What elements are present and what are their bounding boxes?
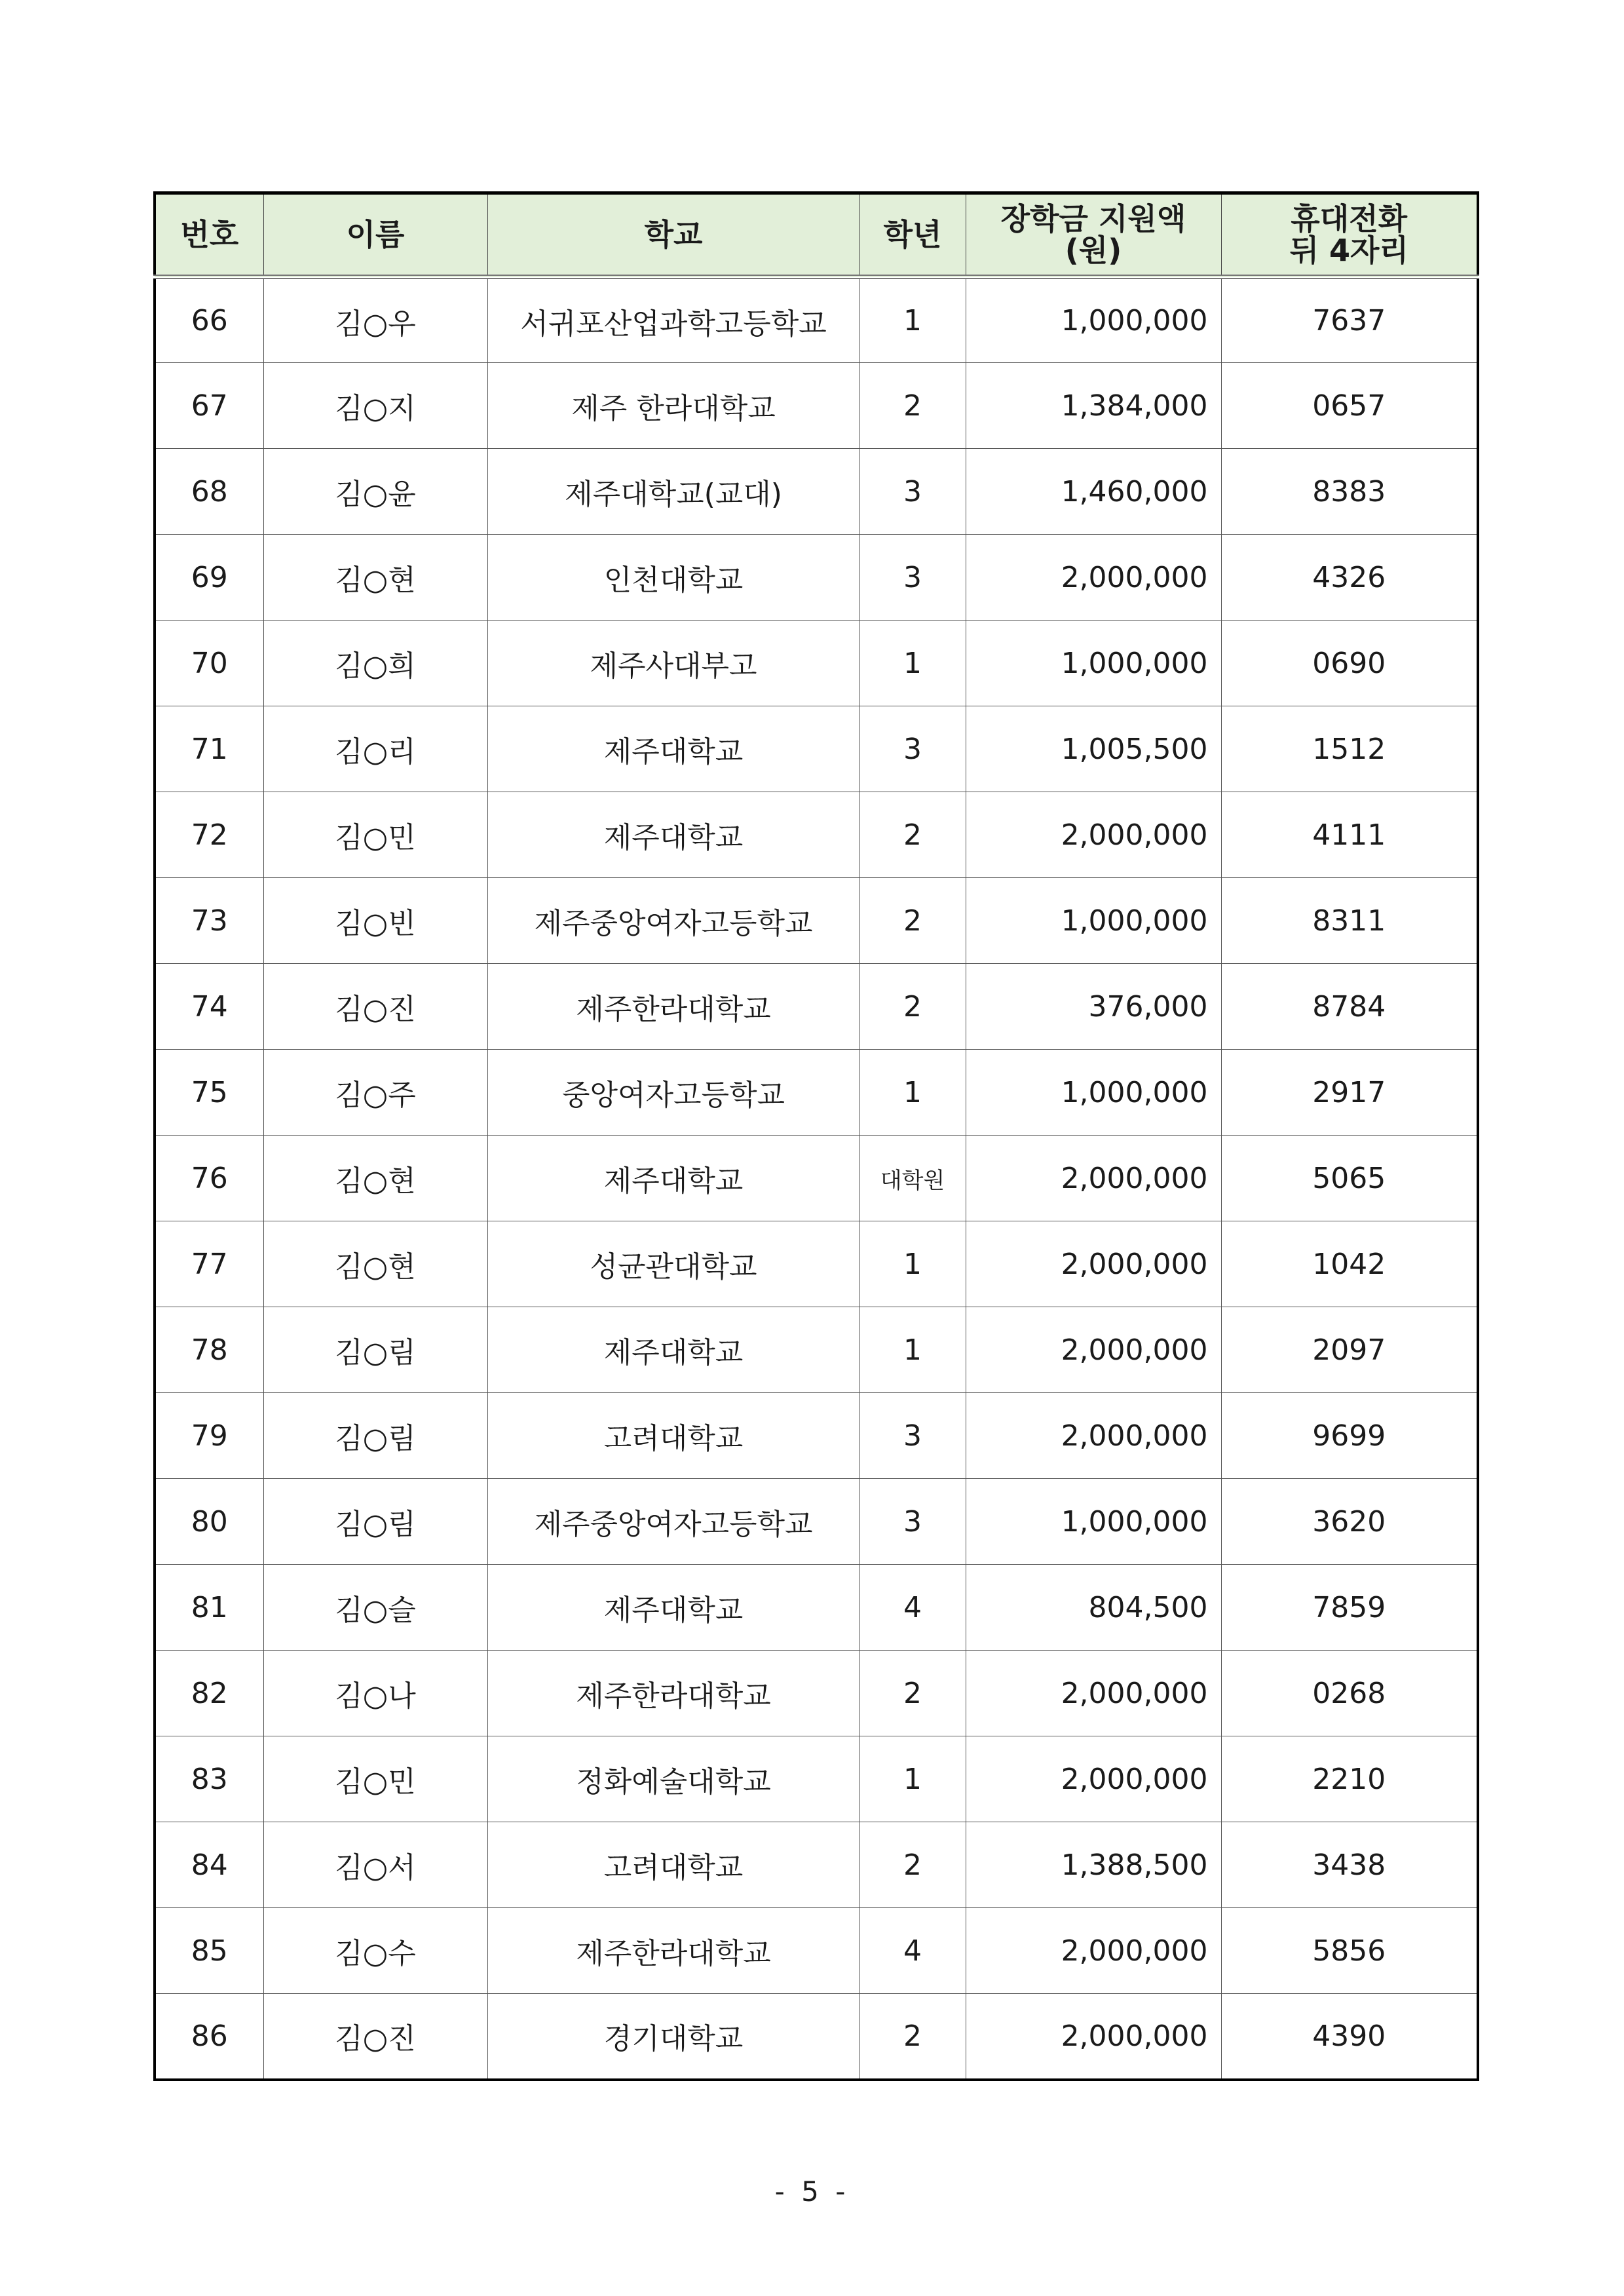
table-row xyxy=(155,1736,1478,1822)
table-row xyxy=(155,964,1478,1050)
cell-no: 86 xyxy=(155,1994,263,2080)
cell-name: 김○림 xyxy=(263,1307,487,1393)
cell-grade: 1 xyxy=(859,1736,966,1822)
cell-amount: 1,000,000 xyxy=(966,277,1221,363)
cell-school: 제주대학교 xyxy=(487,1136,859,1221)
cell-name: 김○민 xyxy=(263,792,487,878)
table-row xyxy=(155,1050,1478,1136)
cell-name: 김○지 xyxy=(263,363,487,449)
cell-grade: 2 xyxy=(859,1651,966,1736)
cell-no: 73 xyxy=(155,878,263,964)
cell-name: 김○서 xyxy=(263,1822,487,1908)
cell-phone: 7859 xyxy=(1221,1565,1478,1651)
cell-name: 김○림 xyxy=(263,1393,487,1479)
cell-grade: 1 xyxy=(859,1221,966,1307)
cell-no: 70 xyxy=(155,621,263,706)
cell-school: 인천대학교 xyxy=(487,535,859,621)
header-row xyxy=(155,193,1478,277)
cell-grade: 1 xyxy=(859,1050,966,1136)
cell-amount: 1,460,000 xyxy=(966,449,1221,535)
cell-phone: 4326 xyxy=(1221,535,1478,621)
cell-school: 제주대학교 xyxy=(487,1565,859,1651)
cell-school: 제주한라대학교 xyxy=(487,1908,859,1994)
cell-phone: 5065 xyxy=(1221,1136,1478,1221)
cell-phone: 3438 xyxy=(1221,1822,1478,1908)
table-row xyxy=(155,1221,1478,1307)
cell-amount: 1,000,000 xyxy=(966,1050,1221,1136)
cell-amount: 2,000,000 xyxy=(966,1908,1221,1994)
cell-no: 82 xyxy=(155,1651,263,1736)
cell-school: 제주대학교 xyxy=(487,792,859,878)
cell-phone: 8383 xyxy=(1221,449,1478,535)
cell-phone: 9699 xyxy=(1221,1393,1478,1479)
page-number: - 5 - xyxy=(774,2175,850,2208)
cell-phone: 7637 xyxy=(1221,277,1478,363)
cell-name: 김○슬 xyxy=(263,1565,487,1651)
table-row xyxy=(155,1393,1478,1479)
cell-amount: 1,388,500 xyxy=(966,1822,1221,1908)
cell-name: 김○수 xyxy=(263,1908,487,1994)
cell-amount: 2,000,000 xyxy=(966,1994,1221,2080)
table-row xyxy=(155,363,1478,449)
cell-school: 제주중앙여자고등학교 xyxy=(487,878,859,964)
cell-amount: 804,500 xyxy=(966,1565,1221,1651)
table-row xyxy=(155,706,1478,792)
cell-name: 김○나 xyxy=(263,1651,487,1736)
cell-phone: 5856 xyxy=(1221,1908,1478,1994)
scholarship-table-container xyxy=(153,191,1477,2081)
table-row xyxy=(155,1994,1478,2080)
cell-grade: 1 xyxy=(859,277,966,363)
cell-grade: 4 xyxy=(859,1908,966,1994)
cell-grade: 3 xyxy=(859,1479,966,1565)
header-phone-line1: 휴대전화 xyxy=(1291,201,1408,237)
cell-grade: 2 xyxy=(859,792,966,878)
cell-phone: 1512 xyxy=(1221,706,1478,792)
cell-no: 71 xyxy=(155,706,263,792)
cell-school: 제주사대부고 xyxy=(487,621,859,706)
cell-name: 김○빈 xyxy=(263,878,487,964)
cell-school: 제주중앙여자고등학교 xyxy=(487,1479,859,1565)
cell-grade: 3 xyxy=(859,1393,966,1479)
table-row xyxy=(155,1651,1478,1736)
cell-no: 84 xyxy=(155,1822,263,1908)
cell-amount: 2,000,000 xyxy=(966,1221,1221,1307)
table-body xyxy=(155,277,1478,2080)
cell-school: 경기대학교 xyxy=(487,1994,859,2080)
header-amount-line2: (원) xyxy=(1065,233,1122,268)
cell-no: 66 xyxy=(155,277,263,363)
cell-school: 중앙여자고등학교 xyxy=(487,1050,859,1136)
header-name: 이름 xyxy=(263,193,487,277)
cell-grade: 대학원 xyxy=(859,1136,966,1221)
cell-no: 72 xyxy=(155,792,263,878)
cell-amount: 1,000,000 xyxy=(966,1479,1221,1565)
cell-school: 제주대학교 xyxy=(487,706,859,792)
cell-school: 제주대학교 xyxy=(487,1307,859,1393)
cell-no: 80 xyxy=(155,1479,263,1565)
cell-name: 김○리 xyxy=(263,706,487,792)
cell-amount: 2,000,000 xyxy=(966,535,1221,621)
cell-no: 85 xyxy=(155,1908,263,1994)
cell-amount: 1,384,000 xyxy=(966,363,1221,449)
cell-no: 83 xyxy=(155,1736,263,1822)
cell-phone: 8784 xyxy=(1221,964,1478,1050)
table-row xyxy=(155,1565,1478,1651)
cell-name: 김○림 xyxy=(263,1479,487,1565)
cell-phone: 4390 xyxy=(1221,1994,1478,2080)
cell-no: 77 xyxy=(155,1221,263,1307)
cell-grade: 1 xyxy=(859,1307,966,1393)
table-row xyxy=(155,1822,1478,1908)
table-header xyxy=(155,193,1478,277)
cell-phone: 1042 xyxy=(1221,1221,1478,1307)
cell-amount: 1,000,000 xyxy=(966,621,1221,706)
table-row xyxy=(155,1136,1478,1221)
table-row xyxy=(155,1908,1478,1994)
cell-name: 김○윤 xyxy=(263,449,487,535)
cell-no: 76 xyxy=(155,1136,263,1221)
cell-school: 제주 한라대학교 xyxy=(487,363,859,449)
cell-name: 김○현 xyxy=(263,1221,487,1307)
header-phone xyxy=(1221,193,1478,277)
scholarship-table xyxy=(153,191,1479,2081)
cell-no: 81 xyxy=(155,1565,263,1651)
cell-school: 제주한라대학교 xyxy=(487,1651,859,1736)
table-row xyxy=(155,621,1478,706)
cell-grade: 3 xyxy=(859,535,966,621)
table-row xyxy=(155,1479,1478,1565)
cell-name: 김○민 xyxy=(263,1736,487,1822)
cell-school: 고려대학교 xyxy=(487,1822,859,1908)
cell-name: 김○진 xyxy=(263,964,487,1050)
cell-no: 78 xyxy=(155,1307,263,1393)
cell-school: 제주대학교(교대) xyxy=(487,449,859,535)
table-row xyxy=(155,449,1478,535)
cell-school: 성균관대학교 xyxy=(487,1221,859,1307)
cell-name: 김○희 xyxy=(263,621,487,706)
cell-no: 75 xyxy=(155,1050,263,1136)
cell-amount: 2,000,000 xyxy=(966,1307,1221,1393)
cell-no: 69 xyxy=(155,535,263,621)
cell-phone: 0268 xyxy=(1221,1651,1478,1736)
cell-no: 74 xyxy=(155,964,263,1050)
table-row xyxy=(155,535,1478,621)
cell-amount: 1,005,500 xyxy=(966,706,1221,792)
cell-amount: 2,000,000 xyxy=(966,1651,1221,1736)
table-row xyxy=(155,1307,1478,1393)
cell-amount: 1,000,000 xyxy=(966,878,1221,964)
cell-school: 정화예술대학교 xyxy=(487,1736,859,1822)
table-row xyxy=(155,277,1478,363)
cell-phone: 2917 xyxy=(1221,1050,1478,1136)
cell-no: 79 xyxy=(155,1393,263,1479)
cell-phone: 4111 xyxy=(1221,792,1478,878)
cell-grade: 4 xyxy=(859,1565,966,1651)
cell-no: 68 xyxy=(155,449,263,535)
cell-phone: 3620 xyxy=(1221,1479,1478,1565)
cell-amount: 376,000 xyxy=(966,964,1221,1050)
cell-name: 김○주 xyxy=(263,1050,487,1136)
cell-name: 김○현 xyxy=(263,535,487,621)
header-school: 학교 xyxy=(487,193,859,277)
header-amount xyxy=(966,193,1221,277)
header-no: 번호 xyxy=(155,193,263,277)
cell-school: 제주한라대학교 xyxy=(487,964,859,1050)
cell-amount: 2,000,000 xyxy=(966,1393,1221,1479)
cell-name: 김○현 xyxy=(263,1136,487,1221)
header-phone-line2: 뒤 4자리 xyxy=(1289,233,1408,268)
header-grade: 학년 xyxy=(859,193,966,277)
cell-amount: 2,000,000 xyxy=(966,1136,1221,1221)
cell-name: 김○우 xyxy=(263,277,487,363)
cell-grade: 2 xyxy=(859,1994,966,2080)
cell-phone: 0657 xyxy=(1221,363,1478,449)
cell-grade: 2 xyxy=(859,878,966,964)
cell-grade: 2 xyxy=(859,1822,966,1908)
cell-school: 고려대학교 xyxy=(487,1393,859,1479)
header-amount-line1: 장학금 지원액 xyxy=(1000,201,1186,237)
cell-school: 서귀포산업과학고등학교 xyxy=(487,277,859,363)
cell-name: 김○진 xyxy=(263,1994,487,2080)
cell-phone: 8311 xyxy=(1221,878,1478,964)
cell-grade: 1 xyxy=(859,621,966,706)
cell-grade: 3 xyxy=(859,706,966,792)
cell-no: 67 xyxy=(155,363,263,449)
cell-grade: 2 xyxy=(859,363,966,449)
table-row xyxy=(155,878,1478,964)
cell-amount: 2,000,000 xyxy=(966,792,1221,878)
table-row xyxy=(155,792,1478,878)
cell-amount: 2,000,000 xyxy=(966,1736,1221,1822)
cell-grade: 3 xyxy=(859,449,966,535)
cell-phone: 2210 xyxy=(1221,1736,1478,1822)
cell-phone: 2097 xyxy=(1221,1307,1478,1393)
cell-grade: 2 xyxy=(859,964,966,1050)
cell-phone: 0690 xyxy=(1221,621,1478,706)
